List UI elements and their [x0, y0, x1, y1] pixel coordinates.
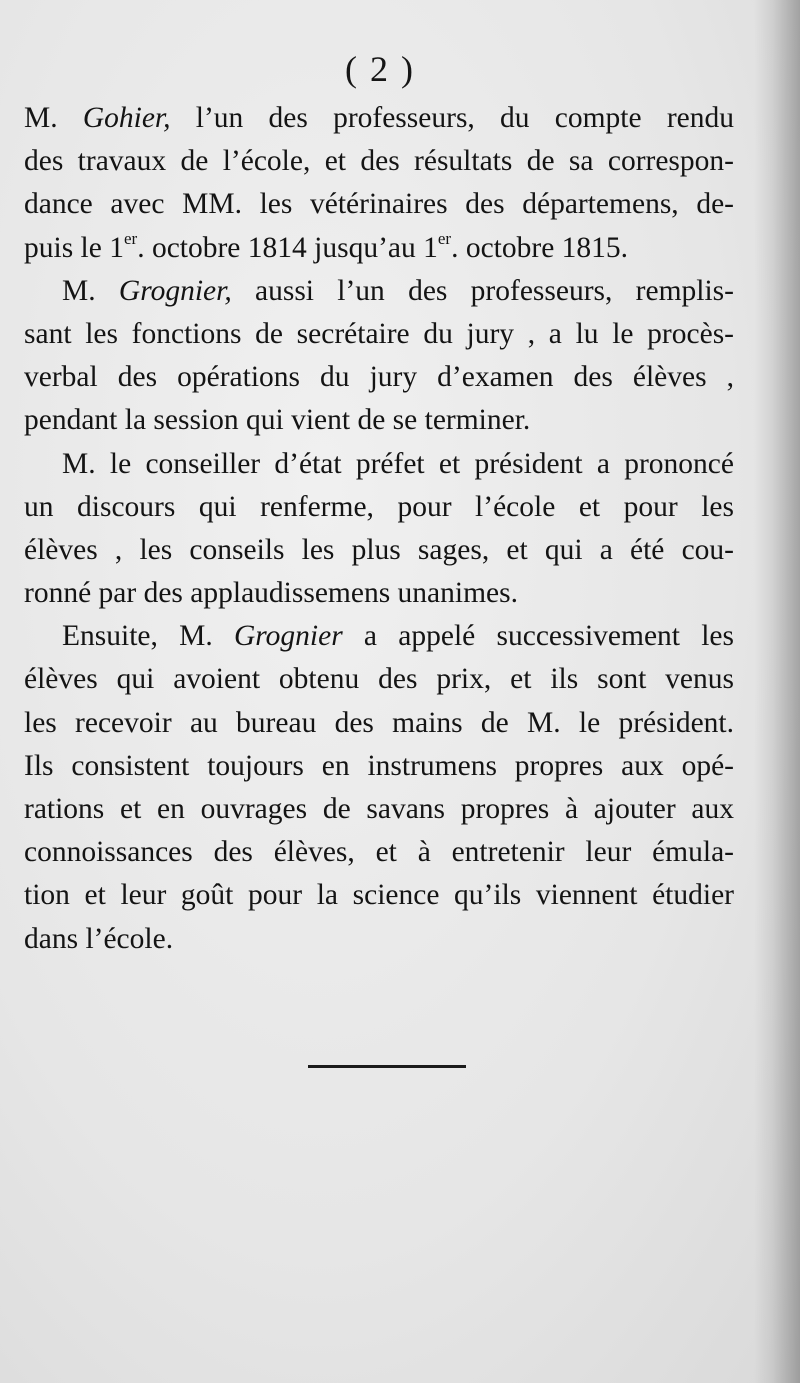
line-part: . octobre 1815. [451, 231, 629, 264]
superscript: er [437, 228, 452, 248]
page-number: ( 2 ) [345, 49, 415, 89]
line-rest: l’un des professeurs, du compte rendu [170, 102, 734, 134]
superscript: er [123, 228, 138, 248]
text-line [24, 615, 734, 658]
text-line: M. le conseiller d’état préfet et président a prononcé [62, 447, 734, 480]
body-text [24, 97, 734, 961]
text-line: ronné par des applaudissemens unanimes. [24, 577, 518, 610]
text-line: des travaux de l’école, et des résultats de sa correspon- [24, 145, 734, 178]
text-line: connoissances des élèves, et à entretenir leur émula- [24, 836, 734, 869]
italic-name: Grognier [233, 620, 343, 653]
text-line: élèves qui avoient obtenu des prix, et ils sont venus [24, 663, 734, 696]
text-line: sant les fonctions de secrétaire du jury , a lu le procès- [24, 317, 734, 350]
text-line: pendant la session qui vient de se terminer. [24, 404, 531, 437]
line-rest: aussi l’un des professeurs, remplis- [231, 274, 734, 307]
line-part: . octobre 1814 jusqu’au 1 [137, 231, 438, 264]
line-rest: a appelé successivement les [342, 620, 734, 653]
text-line: verbal des opérations du jury d’examen des élèves , [24, 361, 734, 394]
text-line: élèves , les conseils les plus sages, et qui a été cou- [24, 533, 734, 566]
end-rule [308, 1065, 466, 1068]
text-line: dans l’école. [24, 922, 174, 955]
text-line: Ils consistent toujours en instrumens propres aux opé- [24, 749, 734, 782]
text-line [24, 227, 734, 270]
line-prefix: M. [24, 102, 83, 134]
text-line: rations et en ouvrages de savans propres à ajouter aux [24, 793, 734, 825]
text-line [24, 97, 734, 140]
line-prefix: M. [62, 274, 119, 307]
text-line: tion et leur goût pour la science qu’ils viennent étudier [24, 879, 734, 912]
line-prefix: Ensuite, M. [62, 620, 234, 653]
text-line [24, 270, 734, 313]
page-gutter-shadow [754, 0, 800, 1383]
text-line: un discours qui renferme, pour l’école et pour les [24, 490, 734, 523]
italic-name: Grognier, [118, 274, 232, 307]
text-line: les recevoir au bureau des mains de M. le président. [24, 706, 734, 739]
line-part: puis le 1 [24, 231, 124, 264]
text-line: dance avec MM. les vétérinaires des départemens, de- [24, 188, 734, 221]
italic-name: Gohier, [82, 102, 171, 134]
